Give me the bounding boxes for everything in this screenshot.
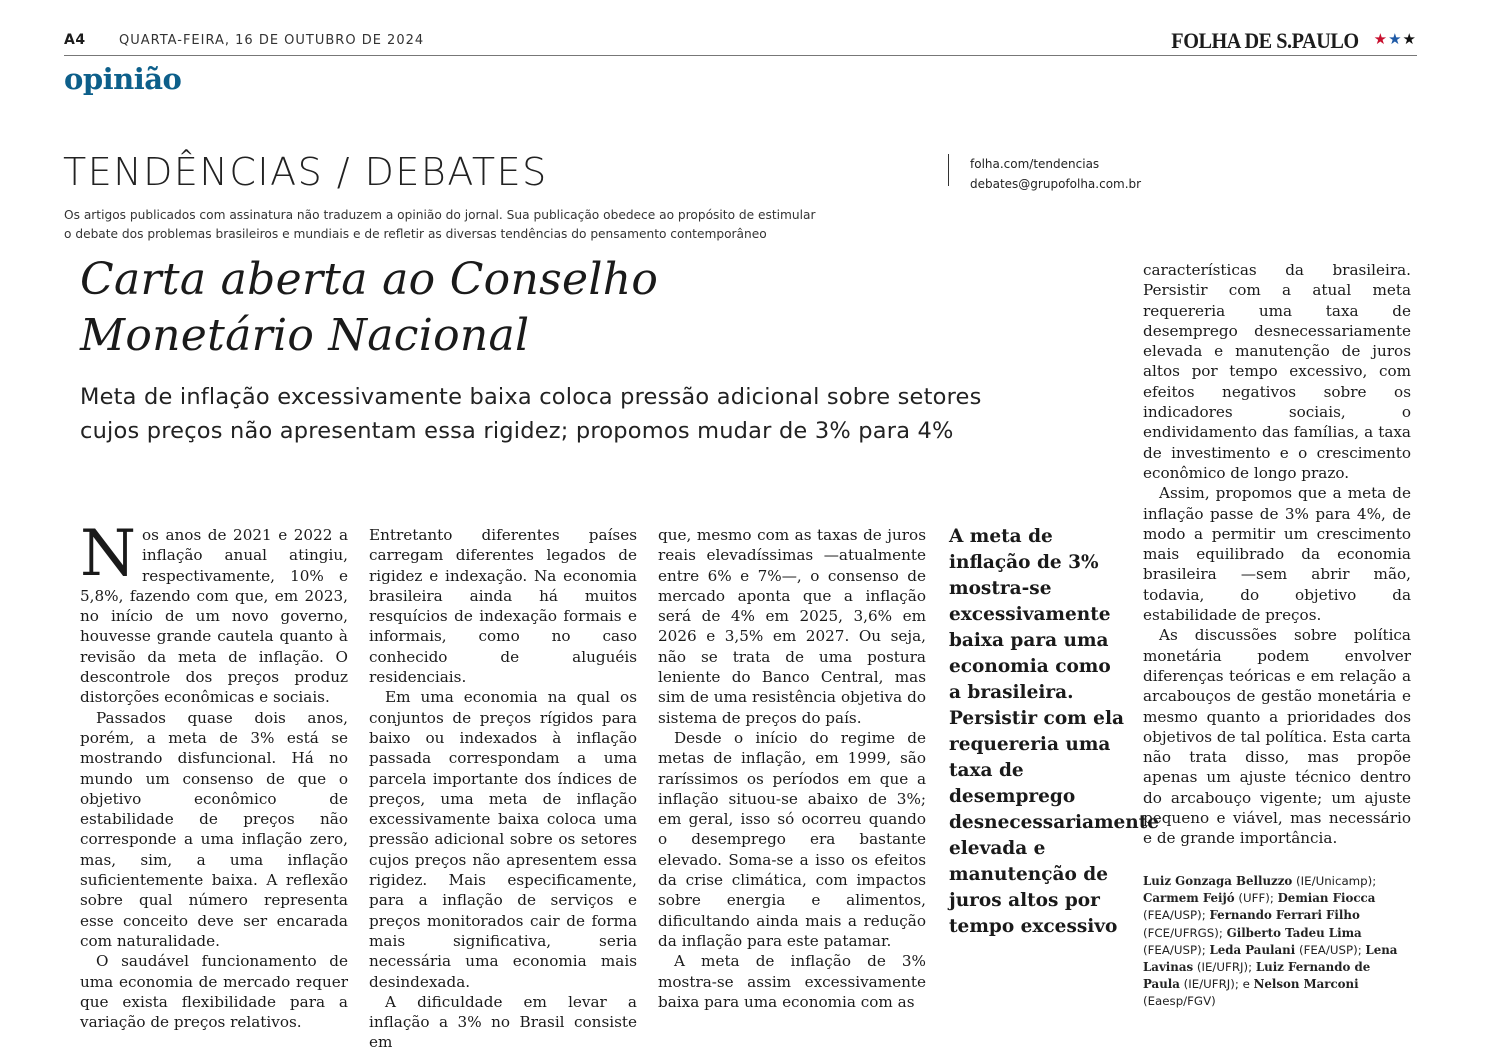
paragraph: que, mesmo com as taxas de juros reais elevadíssimas —atualmente entre 6% e 7%—, o consenso de mercado aponta que a inflação será de 4% em 2025, 3,6% em 2026 e 3,5% em 2027. Ou seja, não se trata de uma postura leniente do Banco Central, mas sim de uma resistência objetiva do sistema de preços do país. (658, 526, 926, 727)
headline-line: Carta aberta ao Conselho (80, 254, 659, 305)
pull-quote: A meta de inflação de 3% mostra-se excessivamente baixa para uma economia como a brasileira. Persistir com ela requereria uma taxa de desemprego desnecessariamente elevada e manutenção de juros altos por tempo excessivo (949, 526, 1160, 937)
contact-email-link[interactable]: debates@grupofolha.com.br (970, 177, 1142, 191)
author-affiliation: (Eaesp/FGV) (1143, 994, 1216, 1009)
author-name: Carmem Feijó (1143, 891, 1235, 906)
author-affiliation: (FEA/USP); (1295, 942, 1366, 957)
author-affiliation: (IE/UFRJ); (1193, 960, 1256, 975)
paragraph: Entretanto diferentes países carregam diferentes legados de rigidez e indexação. Na economia brasileira ainda há muitos resquícios de indexação formais e informais, como no caso conhecido de aluguéis residenciais. (369, 526, 637, 687)
black-star-icon: ★ (1402, 30, 1417, 48)
paragraph: Desde o início do regime de metas de inflação, em 1999, são raríssimos os períodos em que a inflação situou-se abaixo de 3%; em geral, isso só ocorreu quando o desemprego era bastante elevado. Soma-se a isso os efeitos da crise climática, com impactos sobre energia e alimentos, dificultando ainda mais a redução da inflação para este patamar. (658, 728, 926, 950)
masthead-stars-icon (1374, 30, 1417, 48)
contact-site-link[interactable]: folha.com/tendencias (970, 157, 1100, 171)
article-subheadline (80, 380, 1080, 448)
article-column-4 (1143, 260, 1411, 849)
article-column-1 (80, 517, 348, 1032)
disclaimer-line: Os artigos publicados com assinatura não traduzem a opinião do jornal. Sua publicação obedece ao propósito de estimular (64, 208, 816, 222)
page-header (64, 28, 1417, 56)
paragraph: Em uma economia na qual os conjuntos de preços rígidos para baixo ou indexados à inflação passada correspondam a uma parcela importante dos índices de preços, uma meta de inflação excessivamente baixa coloca uma pressão adicional sobre os setores cujos preços não apresentem essa rigidez. Mais especificamente, para a inflação de serviços e preços monitorados cair de forma mais significativa, seria necessária uma economia mais desindexada. (369, 688, 637, 991)
subhead-line: Meta de inflação excessivamente baixa coloca pressão adicional sobre setores (80, 384, 982, 410)
paragraph: Assim, propomos que a meta de inflação passe de 3% para 4%, de modo a permitir um crescimento mais equilibrado da economia brasileira —sem abrir mão, todavia, do objetivo da estabilidade de preços. (1143, 484, 1411, 625)
author-affiliation: (FCE/UFRGS); (1143, 925, 1227, 940)
contact-box (948, 154, 1142, 191)
section-title: opinião (64, 62, 182, 96)
paragraph: Passados quase dois anos, porém, a meta de 3% está se mostrando disfuncional. Há no mundo um consenso de que o objetivo econômico de estabilidade de preços não corresponde a uma inflação zero, mas, sim, a uma inflação suficientemente baixa. A reflexão sobre qual número representa esse conceito deve ser encarada com naturalidade. (80, 708, 348, 950)
author-name: Lena Lavinas (1143, 942, 1398, 975)
article-headline (80, 252, 1060, 364)
paragraph: As discussões sobre política monetária podem envolver diferenças teóricas e em relação a arcabouços de gestão monetária e mesmo quanto a prioridades dos objetivos de tal política. Esta carta não trata disso, mas propõe apenas um ajuste técnico dentro do arcabouço vigente; um ajuste pequeno e viável, mas necessário e de grande importância. (1143, 626, 1411, 848)
disclaimer-line: o debate dos problemas brasileiros e mundiais e de refletir as diversas tendências do pensamento contemporâneo (64, 227, 767, 241)
author-affiliation: (UFF); (1234, 891, 1278, 906)
author-name: Luiz Gonzaga Belluzzo (1143, 874, 1293, 888)
edition-date: QUARTA-FEIRA, 16 DE OUTUBRO DE 2024 (119, 33, 425, 48)
author-affiliation: (IE/UFRJ); e (1179, 977, 1254, 992)
author-name: Fernando Ferrari Filho (1209, 908, 1360, 923)
paragraph: características da brasileira. Persistir com a atual meta requereria uma taxa de desemprego desnecessariamente elevada e manutenção de juros altos por tempo excessivo, com efeitos negativos sobre os indicadores sociais, o endividamento das famílias, a taxa de investimento e o crescimento econômico de longo prazo. (1143, 261, 1411, 482)
subhead-line: cujos preços não apresentam essa rigidez; propomos mudar de 3% para 4% (80, 418, 954, 444)
column-kicker: TENDÊNCIAS / DEBATES (63, 150, 548, 194)
author-name: Nelson Marconi (1253, 977, 1359, 992)
author-affiliation: (IE/Unicamp); (1292, 874, 1377, 888)
author-affiliation: (FEA/USP); (1143, 942, 1210, 957)
paragraph: A meta de inflação de 3% mostra-se assim excessivamente baixa para uma economia com as (658, 952, 926, 1011)
paragraph (80, 517, 348, 708)
author-name: Demian Fiocca (1277, 891, 1376, 906)
author-credits (1143, 873, 1411, 1011)
author-affiliation: (FEA/USP); (1143, 908, 1210, 923)
paragraph: A dificuldade em levar a inflação a 3% no Brasil consiste em (369, 992, 637, 1052)
paragraph-text: os anos de 2021 e 2022 a inflação anual atingiu, respectivamente, 10% e 5,8%, fazendo com que, em 2023, no início de um novo governo, houvesse grande cautela quanto à revisão da meta de inflação. O descontrole dos preços produz distorções econômicas e sociais. (80, 526, 348, 707)
author-name: Luiz Fernando de Paula (1143, 960, 1371, 992)
blue-star-icon: ★ (1388, 30, 1403, 48)
paragraph: O saudável funcionamento de uma economia de mercado requer que exista flexibilidade para a variação de preços relativos. (80, 952, 348, 1032)
author-name: Gilberto Tadeu Lima (1226, 925, 1362, 940)
page-number: A4 (64, 32, 86, 48)
headline-line: Monetário Nacional (80, 310, 530, 361)
author-name: Leda Paulani (1209, 942, 1296, 957)
article-column-2 (369, 525, 637, 1053)
newspaper-masthead-logo: FOLHA DE S.PAULO (1171, 28, 1359, 53)
editorial-disclaimer (64, 206, 824, 244)
article-column-3 (658, 525, 926, 1012)
red-star-icon: ★ (1373, 30, 1389, 48)
drop-cap: N (80, 517, 136, 591)
